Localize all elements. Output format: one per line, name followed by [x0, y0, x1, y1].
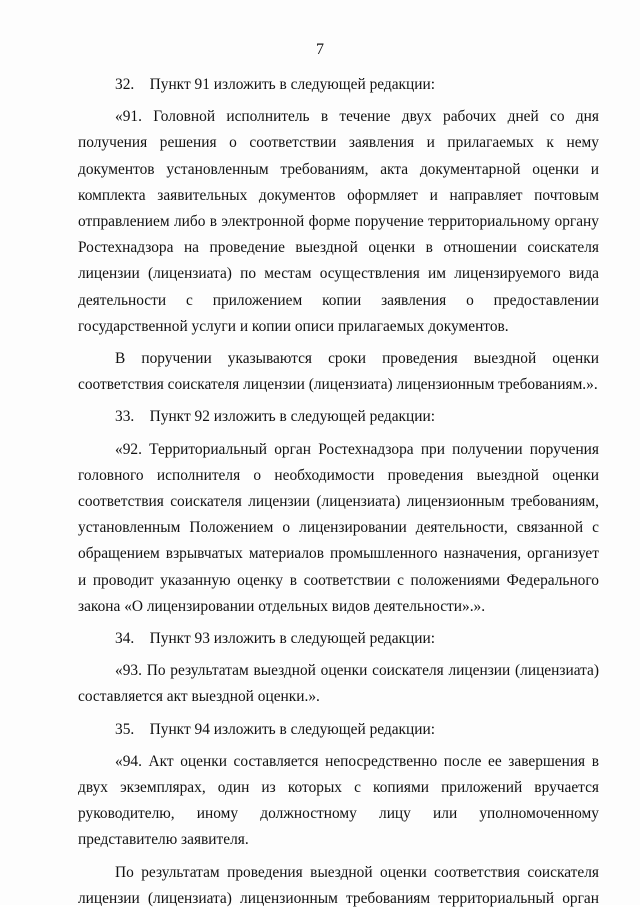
document-body [78, 72, 599, 912]
paragraph-item-32: 32. Пункт 91 изложить в следующей редакции: [115, 76, 436, 93]
page-number: 7 [316, 41, 324, 58]
paragraph-item-35: 35. Пункт 94 изложить в следующей редакции: [115, 720, 436, 738]
paragraph-item-34: 34. Пункт 93 изложить в следующей редакции: [115, 630, 436, 648]
paragraph-order-terms: В поручении указываются сроки проведения выездной оценки соответствия соискателя лицензии (лицензиата) лицензионным требованиям.». [78, 350, 599, 394]
paragraph-quote-92: «92. Территориальный орган Ростехнадзора при получении поручения головного исполнителя о необходимости проведения выездной оценки соответствия соискателя лицензии (лицензиата) лицензионным требованиям, установленным Положением о лицензировании деятельности, связанной с обращением взрывчатых материалов промышленного назначения, организует и проводит указанную оценку в соответствии с положениями Федерального закона «О лицензировании отдельных видов деятельности».». [78, 440, 599, 615]
paragraph-quote-91: «91. Головной исполнитель в течение двух рабочих дней со дня получения решения о соответствии заявления и прилагаемых к нему документов установленным требованиям, акта документарной оценки и комплекта заявительных документов оформляет и направляет почтовым отправлением либо в электронной форме поручение территориальному органу Ростехнадзора на проведение выездной оценки в отношении соискателя лицензии (лицензиата) по местам осуществления им лицензируемого вида деятельности с приложением копии заявления о предоставлении государственной услуги и копии описи прилагаемых документов. [78, 108, 599, 335]
paragraph-item-33: 33. Пункт 92 изложить в следующей редакции: [115, 408, 436, 426]
paragraph-quote-94: «94. Акт оценки составляется непосредственно после ее завершения в двух экземплярах, один из которых с копиями приложений вручается руководителю, иному должностному лицу или уполномоченному представителю заявителя. [78, 752, 599, 849]
paragraph-quote-93: «93. По результатам выездной оценки соискателя лицензии (лицензиата) составляется акт выездной оценки.». [78, 662, 599, 706]
paragraph-inspection-results: По результатам проведения выездной оценки соответствия соискателя лицензии (лицензиата) лицензионным требованиям территориальный орган [78, 863, 599, 907]
